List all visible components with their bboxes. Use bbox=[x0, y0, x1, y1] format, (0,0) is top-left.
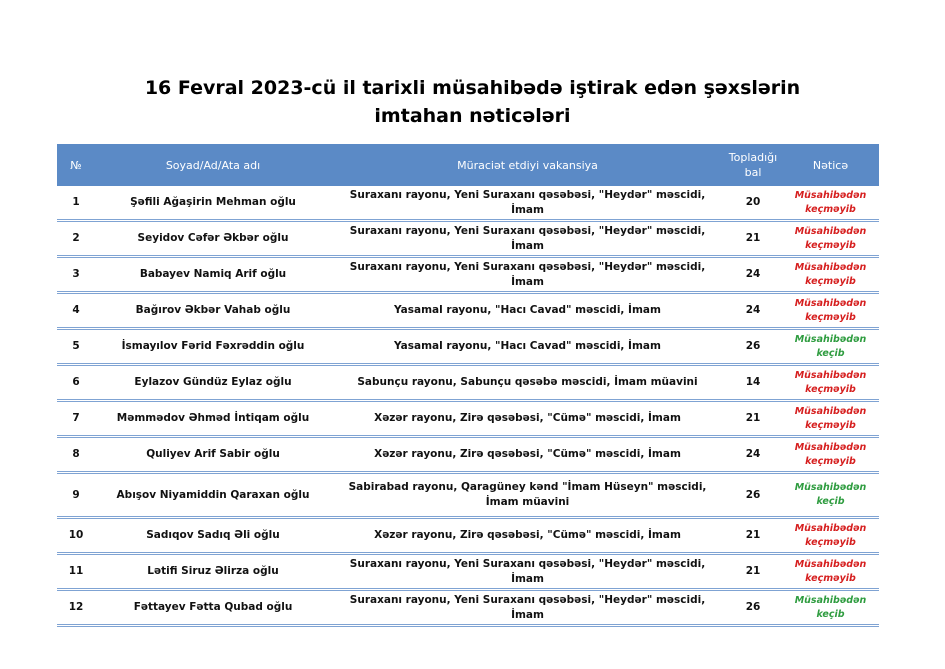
table-row bbox=[57, 437, 879, 473]
row-result bbox=[782, 401, 879, 437]
row-number: 12 bbox=[57, 590, 95, 626]
row-result-line-2: keçib bbox=[816, 496, 845, 507]
row-vacancy bbox=[331, 186, 724, 221]
row-result-line-1: Müsahibədən bbox=[794, 297, 867, 309]
title-line-2: imtahan nəticələri bbox=[374, 105, 571, 127]
row-number: 6 bbox=[57, 365, 95, 401]
row-name: Seyidov Cəfər Əkbər oğlu bbox=[95, 221, 331, 257]
row-result bbox=[782, 329, 879, 365]
row-name: Eylazov Gündüz Eylaz oğlu bbox=[95, 365, 331, 401]
row-result bbox=[782, 437, 879, 473]
header-number: № bbox=[57, 144, 95, 186]
row-name: Babayev Namiq Arif oğlu bbox=[95, 257, 331, 293]
header-vacancy: Müraciət etdiyi vakansiya bbox=[331, 144, 724, 186]
table-header bbox=[57, 144, 879, 186]
row-vacancy-line-1: Xəzər rayonu, Zirə qəsəbəsi, "Cümə" məscidi, İmam bbox=[374, 529, 681, 541]
row-result-line-1: Müsahibədən bbox=[794, 482, 867, 493]
row-result-line-2: keçməyib bbox=[805, 572, 856, 584]
row-result-line-1: Müsahibədən bbox=[794, 441, 867, 453]
header-result: Nəticə bbox=[782, 144, 879, 186]
row-name: Şəfili Ağaşirin Mehman oğlu bbox=[95, 186, 331, 221]
row-vacancy bbox=[331, 590, 724, 626]
row-vacancy bbox=[331, 518, 724, 554]
table-row bbox=[57, 473, 879, 518]
table-row bbox=[57, 365, 879, 401]
row-vacancy bbox=[331, 221, 724, 257]
row-number: 1 bbox=[57, 186, 95, 221]
row-vacancy-line-1: Xəzər rayonu, Zirə qəsəbəsi, "Cümə" məscidi, İmam bbox=[374, 412, 681, 424]
row-result-line-2: keçib bbox=[816, 347, 845, 359]
row-vacancy-line-1: Sabirabad rayonu, Qaragüney kənd "İmam Hüseyn" məscidi, bbox=[348, 481, 707, 493]
row-vacancy-line-1: Sabunçu rayonu, Sabunçu qəsəbə məscidi, İmam müavini bbox=[357, 376, 698, 388]
row-score: 14 bbox=[724, 365, 782, 401]
row-number: 5 bbox=[57, 329, 95, 365]
header-name: Soyad/Ad/Ata adı bbox=[95, 144, 331, 186]
row-result-line-1: Müsahibədən bbox=[794, 261, 867, 273]
row-result bbox=[782, 293, 879, 329]
row-result bbox=[782, 554, 879, 590]
table-row bbox=[57, 257, 879, 293]
row-number: 8 bbox=[57, 437, 95, 473]
row-score: 26 bbox=[724, 473, 782, 518]
row-vacancy-line-1: Suraxanı rayonu, Yeni Suraxanı qəsəbəsi, "Heydər" məscidi, İmam bbox=[349, 557, 706, 585]
row-result bbox=[782, 473, 879, 518]
row-result-line-2: keçməyib bbox=[805, 383, 856, 395]
row-number: 3 bbox=[57, 257, 95, 293]
row-number: 4 bbox=[57, 293, 95, 329]
header-score bbox=[724, 144, 782, 186]
row-name: Sadıqov Sadıq Əli oğlu bbox=[95, 518, 331, 554]
row-number: 7 bbox=[57, 401, 95, 437]
table-row bbox=[57, 329, 879, 365]
row-score: 24 bbox=[724, 293, 782, 329]
row-vacancy-line-1: Suraxanı rayonu, Yeni Suraxanı qəsəbəsi, "Heydər" məscidi, İmam bbox=[349, 224, 706, 252]
row-result-line-1: Müsahibədən bbox=[794, 333, 867, 345]
table-row bbox=[57, 590, 879, 626]
row-name: Bağırov Əkbər Vahab oğlu bbox=[95, 293, 331, 329]
row-vacancy bbox=[331, 329, 724, 365]
row-vacancy-line-1: Suraxanı rayonu, Yeni Suraxanı qəsəbəsi, "Heydər" məscidi, İmam bbox=[349, 593, 706, 621]
row-score: 24 bbox=[724, 437, 782, 473]
table-row bbox=[57, 554, 879, 590]
row-vacancy bbox=[331, 257, 724, 293]
row-score: 21 bbox=[724, 221, 782, 257]
row-vacancy bbox=[331, 293, 724, 329]
row-result-line-2: keçməyib bbox=[805, 203, 856, 215]
row-result-line-2: keçməyib bbox=[805, 455, 856, 467]
row-score: 21 bbox=[724, 401, 782, 437]
row-vacancy bbox=[331, 554, 724, 590]
row-result-line-1: Müsahibədən bbox=[794, 369, 867, 381]
row-vacancy bbox=[331, 473, 724, 518]
document-title bbox=[0, 74, 945, 130]
row-score: 26 bbox=[724, 329, 782, 365]
row-result-line-2: keçməyib bbox=[805, 419, 856, 431]
title-line-1: 16 Fevral 2023-cü il tarixli müsahibədə iştirak edən şəxslərin bbox=[144, 77, 801, 99]
row-result-line-2: keçməyib bbox=[805, 275, 856, 287]
row-result-line-1: Müsahibədən bbox=[794, 594, 867, 606]
row-score: 26 bbox=[724, 590, 782, 626]
row-name: Fəttayev Fətta Qubad oğlu bbox=[95, 590, 331, 626]
row-vacancy-line-2: İmam müavini bbox=[485, 496, 570, 508]
row-result bbox=[782, 365, 879, 401]
row-vacancy-line-1: Suraxanı rayonu, Yeni Suraxanı qəsəbəsi, "Heydər" məscidi, İmam bbox=[349, 188, 706, 216]
row-name: Lətifi Siruz Əlirza oğlu bbox=[95, 554, 331, 590]
table-row bbox=[57, 186, 879, 221]
header-row bbox=[57, 144, 879, 186]
row-score: 21 bbox=[724, 518, 782, 554]
row-name: Quliyev Arif Sabir oğlu bbox=[95, 437, 331, 473]
table-row bbox=[57, 401, 879, 437]
row-result-line-1: Müsahibədən bbox=[794, 225, 867, 237]
row-result-line-2: keçməyib bbox=[805, 536, 856, 548]
row-result-line-2: keçib bbox=[816, 608, 845, 620]
table-row bbox=[57, 518, 879, 554]
results-table bbox=[57, 144, 879, 627]
row-result bbox=[782, 518, 879, 554]
row-result-line-2: keçməyib bbox=[805, 239, 856, 251]
row-name: İsmayılov Fərid Fəxrəddin oğlu bbox=[95, 329, 331, 365]
row-vacancy-line-1: Xəzər rayonu, Zirə qəsəbəsi, "Cümə" məscidi, İmam bbox=[374, 448, 681, 460]
row-score: 21 bbox=[724, 554, 782, 590]
row-vacancy-line-1: Yasamal rayonu, "Hacı Cavad" məscidi, İmam bbox=[394, 340, 661, 352]
row-number: 2 bbox=[57, 221, 95, 257]
row-result-line-1: Müsahibədən bbox=[794, 405, 867, 417]
header-score-line-2: bal bbox=[744, 166, 762, 179]
row-number: 9 bbox=[57, 473, 95, 518]
row-result bbox=[782, 590, 879, 626]
header-score-line-1: Topladığı bbox=[728, 151, 778, 164]
row-result bbox=[782, 221, 879, 257]
row-result-line-1: Müsahibədən bbox=[794, 558, 867, 570]
table-body bbox=[57, 186, 879, 626]
row-result-line-1: Müsahibədən bbox=[794, 522, 867, 534]
row-result bbox=[782, 186, 879, 221]
row-number: 10 bbox=[57, 518, 95, 554]
row-vacancy-line-1: Yasamal rayonu, "Hacı Cavad" məscidi, İmam bbox=[394, 304, 661, 316]
table-row bbox=[57, 293, 879, 329]
row-vacancy-line-1: Suraxanı rayonu, Yeni Suraxanı qəsəbəsi, "Heydər" məscidi, İmam bbox=[349, 260, 706, 288]
row-result-line-2: keçməyib bbox=[805, 311, 856, 323]
table-row bbox=[57, 221, 879, 257]
row-score: 20 bbox=[724, 186, 782, 221]
results-table-container bbox=[57, 144, 879, 627]
row-name: Abışov Niyamiddin Qaraxan oğlu bbox=[95, 473, 331, 518]
row-score: 24 bbox=[724, 257, 782, 293]
row-result bbox=[782, 257, 879, 293]
row-vacancy bbox=[331, 437, 724, 473]
row-vacancy bbox=[331, 401, 724, 437]
row-number: 11 bbox=[57, 554, 95, 590]
row-result-line-1: Müsahibədən bbox=[794, 189, 867, 201]
row-vacancy bbox=[331, 365, 724, 401]
row-name: Məmmədov Əhməd İntiqam oğlu bbox=[95, 401, 331, 437]
